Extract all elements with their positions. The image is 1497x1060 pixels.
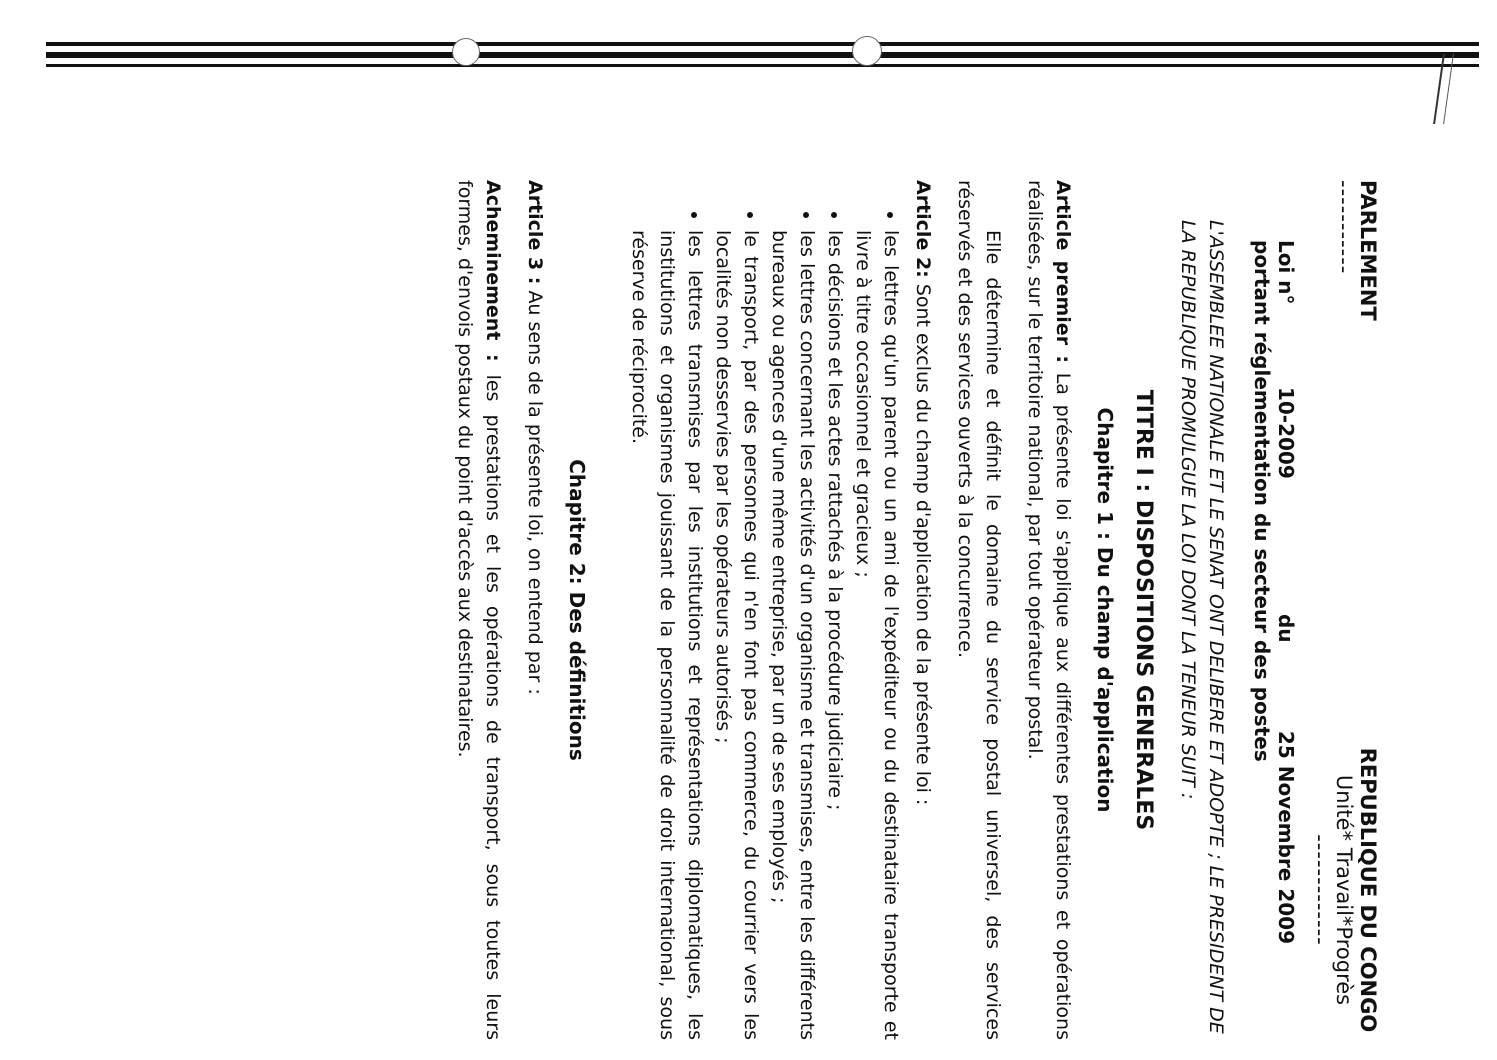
header-left [1308, 180, 1380, 321]
article-2-text: Sont exclus du champ d'application de la présente loi : [912, 283, 934, 806]
law-du: du [1274, 613, 1298, 643]
article-1 [1021, 180, 1077, 1040]
enacting-clause: L'ASSEMBLEE NATIONALE ET LE SENAT ONT DELIBERE ET ADOPTE ; LE PRESIDENT DE LA REPUBLIQUE PROMULGUE LA LOI DONT LA TENEUR SUIT : [1177, 220, 1227, 1034]
chapter-2-heading: Chapitre 2: Des définitions [565, 459, 589, 761]
title-heading: TITRE I : DISPOSITIONS GENERALES [1131, 389, 1156, 831]
law-prefix: Loi n° [1274, 240, 1298, 305]
article-3-label: Article 3 : [524, 180, 546, 285]
scan-border-line-bottom [46, 64, 1479, 67]
law-number: 10-2009 [1274, 386, 1298, 479]
law-subject: portant réglementation du secteur des postes [1250, 240, 1274, 762]
article-2-list [625, 180, 905, 1040]
header-left-dash: ----------- [1332, 180, 1356, 275]
list-item: • le transport, par des personnes qui n'en font pas commerce, du courrier vers les localités non desservies par les opérateurs autorisés ; [709, 230, 765, 1040]
punch-hole-mark [452, 38, 480, 66]
law-reference [1250, 180, 1298, 1040]
list-item: • les décisions et les actes rattachés à la procédure judiciaire ; [821, 230, 849, 1040]
list-item: • les lettres concernant les activités d'un organisme et transmises, entre les différents bureaux ou agences d'une même entreprise, par un de ses employés ; [765, 230, 821, 1040]
law-date: 25 Novembre 2009 [1274, 730, 1298, 944]
article-1-label: Article premier : [1052, 180, 1074, 363]
article-1-text: La présente loi s'applique aux différentes prestations et opérations réalisées, sur le territoire national, par tout opérateur postal. [1024, 180, 1074, 1040]
punch-hole-mark [852, 36, 882, 66]
scan-border-line-top [46, 42, 1479, 46]
definition-acheminement [451, 180, 507, 1040]
document-header [1308, 180, 1380, 1040]
republic-motto: Unité* Travail*Progrès [1332, 774, 1356, 1006]
definition-acheminement-text: les prestations et les opérations de transport, sous toutes leurs formes, d'envois postaux du point d'accès aux destinataires. [454, 180, 504, 1041]
article-1-paragraph-2: Elle détermine et définit le domaine du service postal universel, des services réservés et des services ouverts à la concurrence. [954, 180, 1004, 1040]
list-item: • les lettres transmises par les institutions et représentations diplomatiques, les institutions et organismes jouissant de la personnalité de droit international, sous réserve de réciprocité. [625, 230, 709, 1040]
header-right-dash: ------------- [1308, 834, 1332, 946]
article-3-text: Au sens de la présente loi, on entend par : [524, 290, 546, 695]
scan-border-line-middle [46, 52, 1479, 58]
chapter-1-heading: Chapitre 1 : Du champ d'application [1093, 407, 1117, 813]
republic-title: REPUBLIQUE DU CONGO [1356, 747, 1380, 1033]
article-2-label: Article 2: [912, 180, 934, 278]
header-right [1308, 740, 1380, 1040]
list-item: • les lettres qu'un parent ou un ami de l'expéditeur ou du destinataire transporte et livre à titre occasionnel et gracieux ; [849, 230, 905, 1040]
parlement-label: PARLEMENT [1356, 180, 1380, 321]
definition-acheminement-label: Acheminement : [482, 180, 504, 362]
article-2 [909, 180, 937, 1040]
document-page [130, 180, 1380, 1040]
article-3 [521, 180, 549, 1040]
